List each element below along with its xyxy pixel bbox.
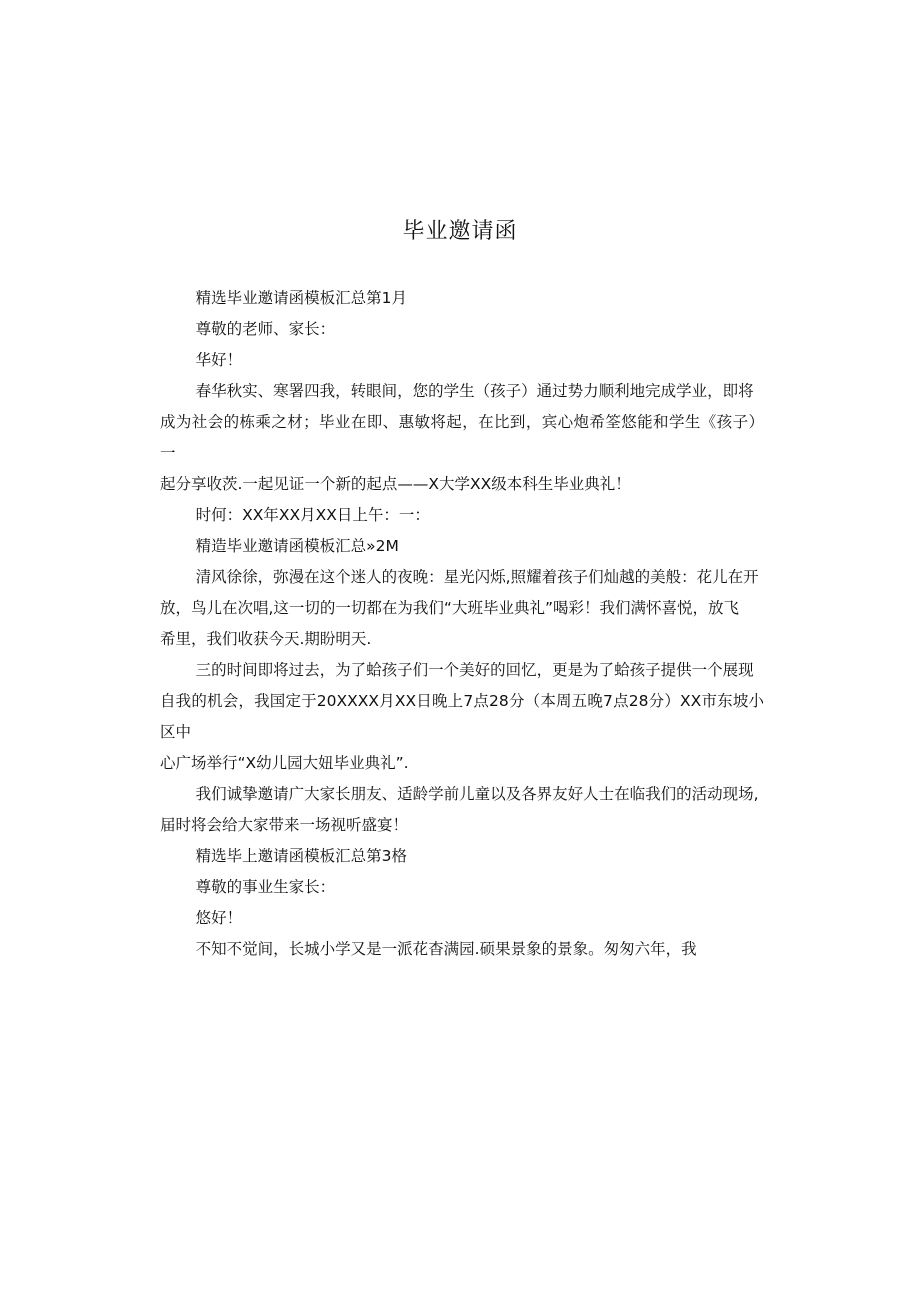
document-body <box>160 283 764 965</box>
document-title: 毕业邀请函 <box>402 219 518 244</box>
paragraph <box>160 841 764 872</box>
paragraph <box>160 872 764 903</box>
paragraph-line: 华好！ <box>195 351 243 369</box>
paragraph <box>160 345 764 376</box>
paragraph <box>160 283 764 314</box>
paragraph <box>160 500 764 531</box>
paragraph-line: 清风徐徐，弥漫在这个迷人的夜晚：星光闪烁,照耀着孩子们灿越的美般：花儿在开 <box>195 568 759 586</box>
paragraph <box>160 903 764 934</box>
paragraph-line: 春华秋实、寒署四我，转眼间，您的学生（孩子）通过势力顺利地完成学业，即将 <box>195 382 754 400</box>
paragraph <box>160 314 764 345</box>
paragraph-line: 精选毕业邀请函模板汇总第1月 <box>195 289 408 307</box>
paragraph-line: 希里，我们收获今天.期盼明天. <box>160 630 372 648</box>
paragraph-line: 尊敬的老师、家长： <box>195 320 336 338</box>
paragraph-line: 三的时间即将过去，为了蛤孩子们一个美好的回忆，更是为了蛤孩子提供一个展现 <box>195 661 754 679</box>
paragraph <box>160 562 764 655</box>
paragraph-line: 成为社会的栋乘之材；毕业在即、惠敏将起，在比到，宾心炮希筌悠能和学生《孩子）一 <box>160 413 764 462</box>
paragraph-line: 心广场举行“X幼儿园大妞毕业典礼”. <box>160 754 409 772</box>
paragraph-line: 届时将会给大家带来一场视听盛宴！ <box>160 816 409 834</box>
paragraph <box>160 779 764 841</box>
paragraph <box>160 934 764 965</box>
paragraph-line: 精选毕上邀请函模板汇总第3格 <box>195 847 408 865</box>
paragraph-line: 时何：XX年XX月XX日上午：一： <box>195 506 430 524</box>
paragraph-line: 放，鸟儿在次唱,这一切的一切都在为我们“大班毕业典礼”喝彩！我们满怀喜悦，放飞 <box>160 599 739 617</box>
paragraph-line: 精造毕业邀请函模板汇总»2M <box>195 537 399 555</box>
paragraph-line: 尊敬的事业生家长： <box>195 878 336 896</box>
paragraph-line: 我们诚挚邀请广大家长朋友、适龄学前儿童以及各界友好人士在临我们的活动现场, <box>195 785 759 803</box>
paragraph-line: 不知不觉间，长城小学又是一派花杳满园.硕果景象的景象。匆匆六年，我 <box>195 940 697 958</box>
paragraph <box>160 531 764 562</box>
paragraph <box>160 376 764 500</box>
paragraph-line: 起分享收茨.一起见证一个新的起点——X大学XX级本科生毕业典礼！ <box>160 475 631 493</box>
paragraph-line: 自我的机会，我国定于20XXXX月XX日晚上7点28分（本周五晚7点28分）XX市东坡小区中 <box>160 692 764 741</box>
paragraph <box>160 655 764 779</box>
paragraph-line: 悠好！ <box>195 909 243 927</box>
